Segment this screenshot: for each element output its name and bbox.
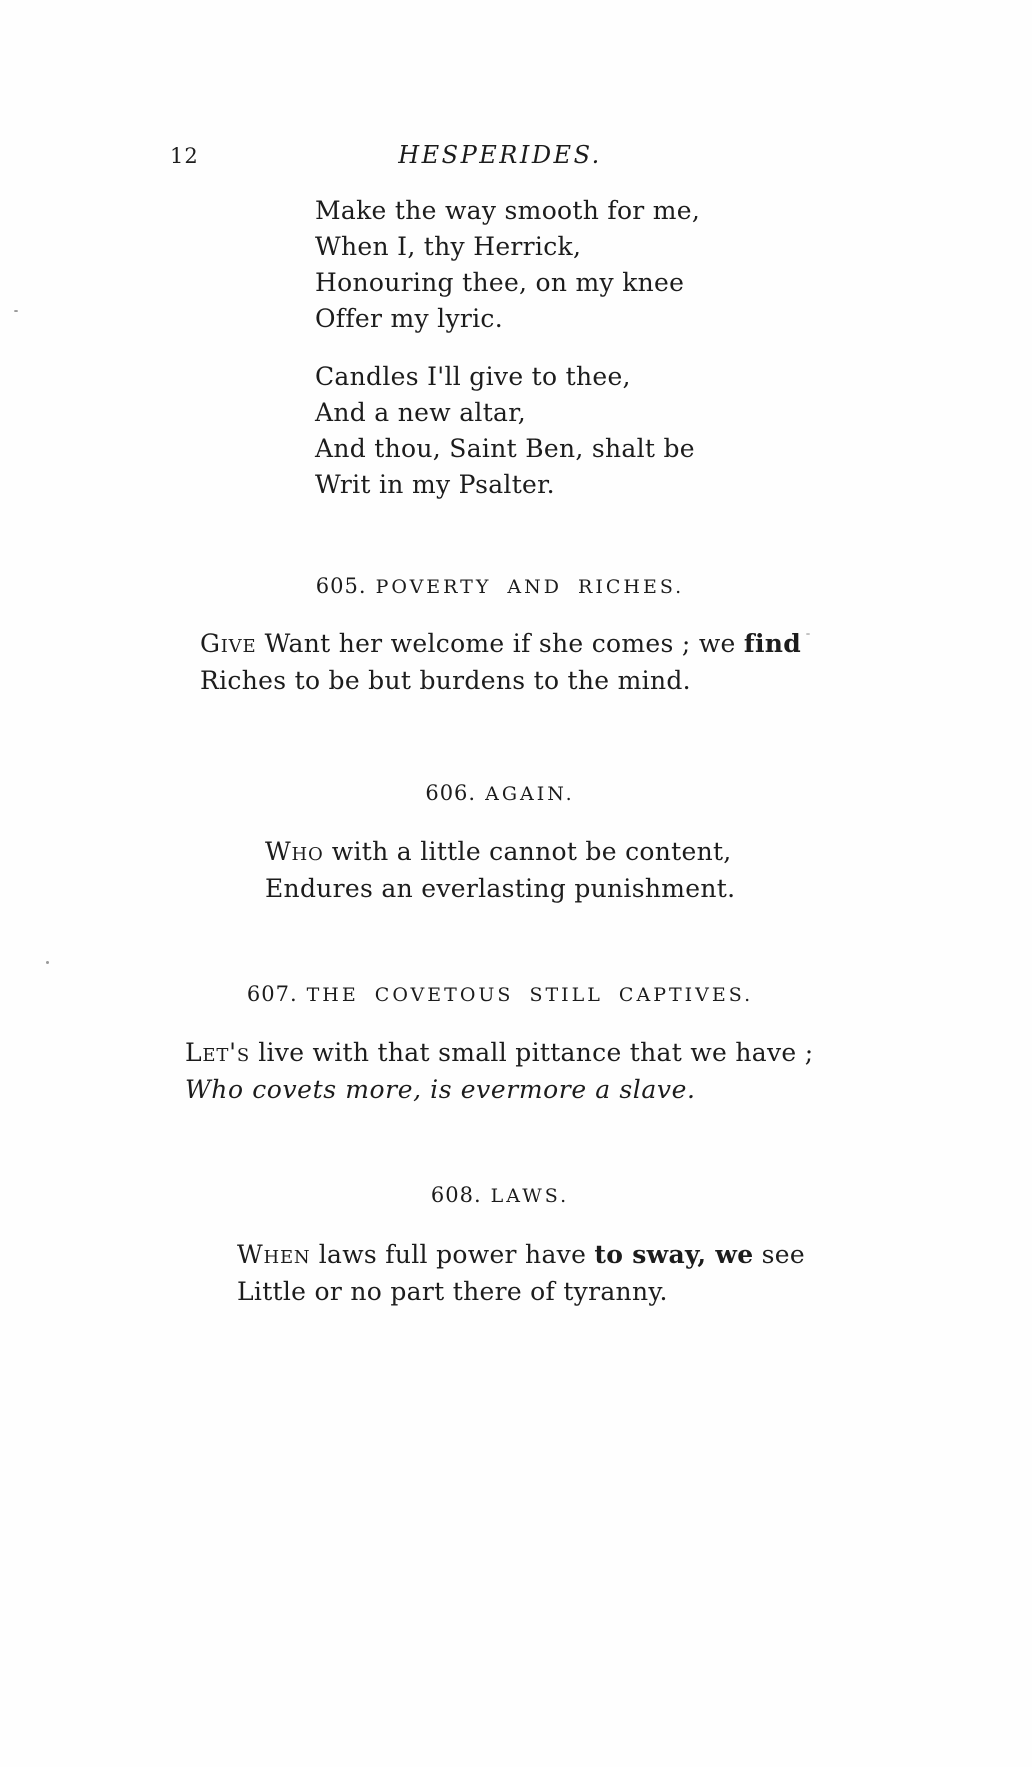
verse-line: Offer my lyric. bbox=[315, 304, 503, 333]
poem-heading bbox=[0, 781, 1000, 805]
verse-line: Candles I'll give to thee, bbox=[315, 362, 631, 391]
verse-line: Writ in my Psalter. bbox=[315, 470, 555, 499]
verse-stanza bbox=[315, 359, 695, 503]
poem-title: LAWS. bbox=[490, 1185, 570, 1207]
poem-heading bbox=[0, 982, 1000, 1006]
verse-line-italic: Who covets more, is evermore a slave. bbox=[185, 1075, 696, 1104]
poem-title: THE COVETOUS STILL CAPTIVES. bbox=[306, 984, 754, 1006]
poem-number: 605. bbox=[315, 574, 367, 598]
verse-line: And a new altar, bbox=[315, 398, 527, 427]
verse-line: Little or no part there of tyranny. bbox=[237, 1277, 668, 1306]
verse-line: Endures an everlasting punishment. bbox=[265, 874, 736, 903]
lead-word: When bbox=[237, 1240, 311, 1269]
verse-line: Let's live with that small pittance that we have ; bbox=[185, 1038, 814, 1067]
poem-body bbox=[265, 833, 735, 907]
poem-body bbox=[185, 1034, 814, 1108]
running-title: HESPERIDES. bbox=[398, 141, 602, 169]
lead-word: Let's bbox=[185, 1038, 250, 1067]
bold-segment: to sway, we bbox=[594, 1240, 754, 1269]
poem-title: POVERTY AND RICHES. bbox=[375, 576, 685, 598]
poem-number: 608. bbox=[430, 1183, 482, 1207]
poem-number: 607. bbox=[246, 982, 298, 1006]
verse-line: And thou, Saint Ben, shalt be bbox=[315, 434, 695, 463]
poem-body bbox=[237, 1236, 805, 1310]
page-number: 12 bbox=[170, 144, 199, 168]
poem-heading bbox=[0, 1183, 1000, 1207]
poem-heading bbox=[0, 574, 1000, 598]
verse-line: When laws full power have to sway, we see bbox=[237, 1240, 805, 1269]
scan-speck bbox=[806, 633, 810, 635]
bold-segment: find bbox=[743, 629, 801, 658]
verse-line: Riches to be but burdens to the mind. bbox=[200, 666, 691, 695]
verse-line: Honouring thee, on my knee bbox=[315, 268, 685, 297]
poem-number: 606. bbox=[425, 781, 477, 805]
verse-line: Who with a little cannot be content, bbox=[265, 837, 732, 866]
scan-speck bbox=[14, 310, 18, 312]
scan-speck bbox=[46, 961, 49, 964]
poem-title: AGAIN. bbox=[485, 783, 575, 805]
verse-line: When I, thy Herrick, bbox=[315, 232, 582, 261]
verse-stanza bbox=[315, 193, 700, 337]
lead-word: Who bbox=[265, 837, 324, 866]
verse-line: Give Want her welcome if she comes ; we find bbox=[200, 629, 801, 658]
poem-body bbox=[200, 625, 801, 699]
verse-line: Make the way smooth for me, bbox=[315, 196, 701, 225]
lead-word: Give bbox=[200, 629, 257, 658]
